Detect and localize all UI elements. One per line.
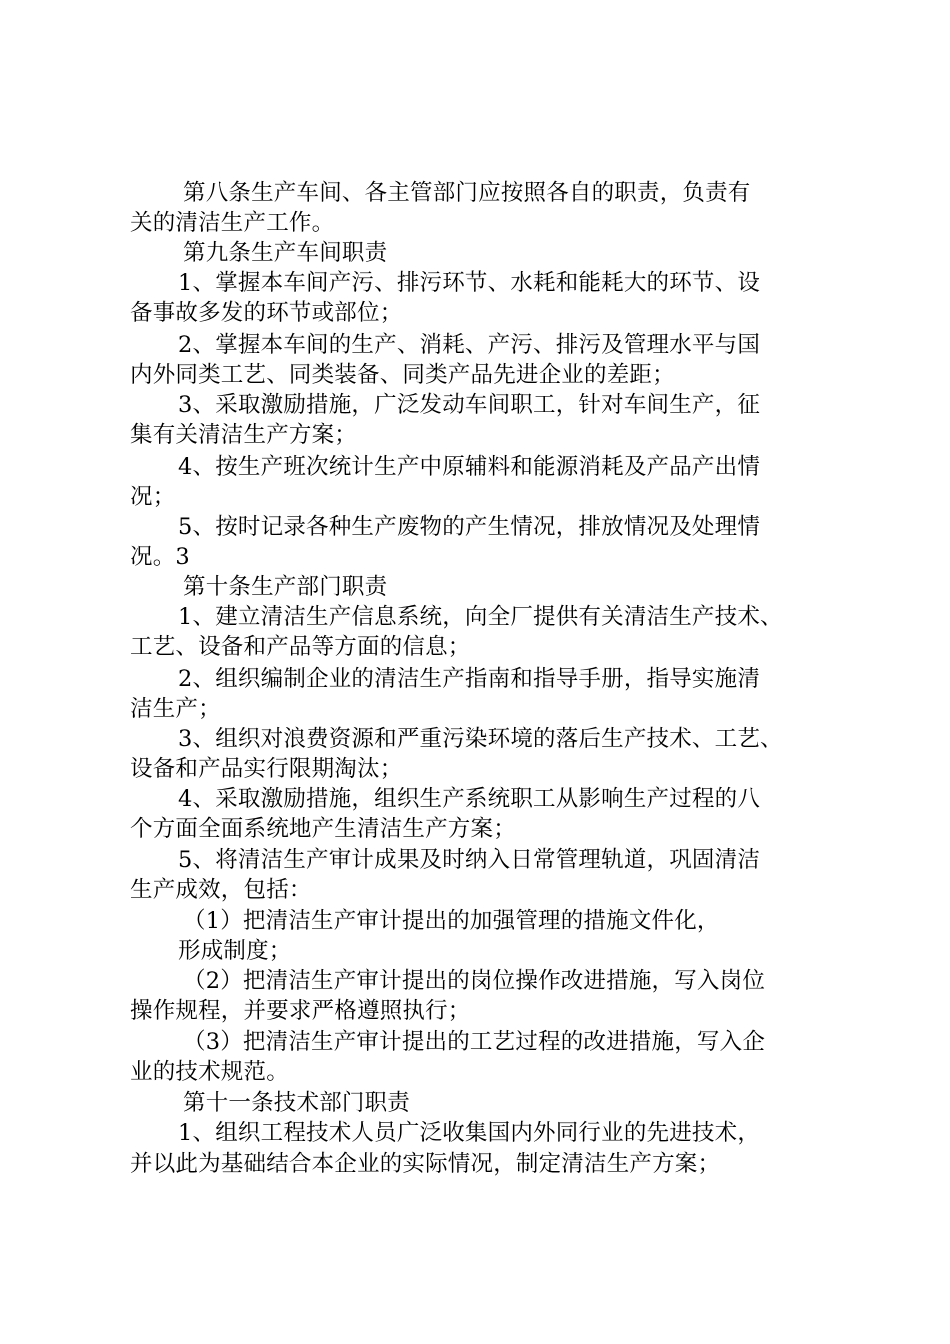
text-line: 业的技术规范。: [130, 1059, 289, 1085]
text-line: 操作规程，并要求严格遵照执行；: [130, 998, 471, 1024]
text-line: 3、采取激励措施，广泛发动车间职工，针对车间生产，征: [178, 392, 761, 418]
text-line: （3）把清洁生产审计提出的工艺过程的改进措施，写入企: [183, 1029, 766, 1055]
section-heading: 第九条生产车间职责: [183, 240, 388, 266]
text-line: 备事故多发的环节或部位；: [130, 300, 403, 326]
text-line: 形成制度；: [178, 938, 292, 964]
text-line: 1、组织工程技术人员广泛收集国内外同行业的先进技术，: [178, 1120, 761, 1146]
section-heading: 第十条生产部门职责: [183, 574, 388, 600]
text-line: 第八条生产车间、各主管部门应按照各自的职责，负责有: [183, 180, 751, 206]
text-line: 工艺、设备和产品等方面的信息；: [130, 634, 471, 660]
text-line: 2、组织编制企业的清洁生产指南和指导手册，指导实施清: [178, 666, 761, 692]
text-line: 4、按生产班次统计生产中原辅料和能源消耗及产品产出情: [178, 454, 761, 480]
text-line: 1、建立清洁生产信息系统，向全厂提供有关清洁生产技术、: [178, 604, 783, 630]
text-line: 况；: [130, 484, 176, 510]
text-line: （2）把清洁生产审计提出的岗位操作改进措施，写入岗位: [183, 968, 766, 994]
text-line: 洁生产；: [130, 696, 221, 722]
text-line: 个方面全面系统地产生清洁生产方案；: [130, 816, 516, 842]
text-line: 并以此为基础结合本企业的实际情况，制定清洁生产方案；: [130, 1151, 721, 1177]
text-line: 况。3: [130, 544, 190, 570]
text-line: 2、掌握本车间的生产、消耗、产污、排污及管理水平与国: [178, 332, 761, 358]
text-line: 1、掌握本车间产污、排污环节、水耗和能耗大的环节、设: [178, 270, 761, 296]
text-line: 生产成效，包括：: [130, 877, 312, 903]
text-line: 5、按时记录各种生产废物的产生情况，排放情况及处理情: [178, 514, 761, 540]
text-line: 设备和产品实行限期淘汰；: [130, 756, 403, 782]
text-line: 5、将清洁生产审计成果及时纳入日常管理轨道，巩固清洁: [178, 847, 761, 873]
section-heading: 第十一条技术部门职责: [183, 1090, 411, 1116]
text-line: 关的清洁生产工作。: [130, 210, 335, 236]
text-line: （1）把清洁生产审计提出的加强管理的措施文件化，: [183, 908, 720, 934]
text-line: 内外同类工艺、同类装备、同类产品先进企业的差距；: [130, 362, 675, 388]
text-line: 3、组织对浪费资源和严重污染环境的落后生产技术、工艺、: [178, 726, 783, 752]
text-line: 4、采取激励措施，组织生产系统职工从影响生产过程的八: [178, 786, 761, 812]
text-line: 集有关清洁生产方案；: [130, 422, 358, 448]
